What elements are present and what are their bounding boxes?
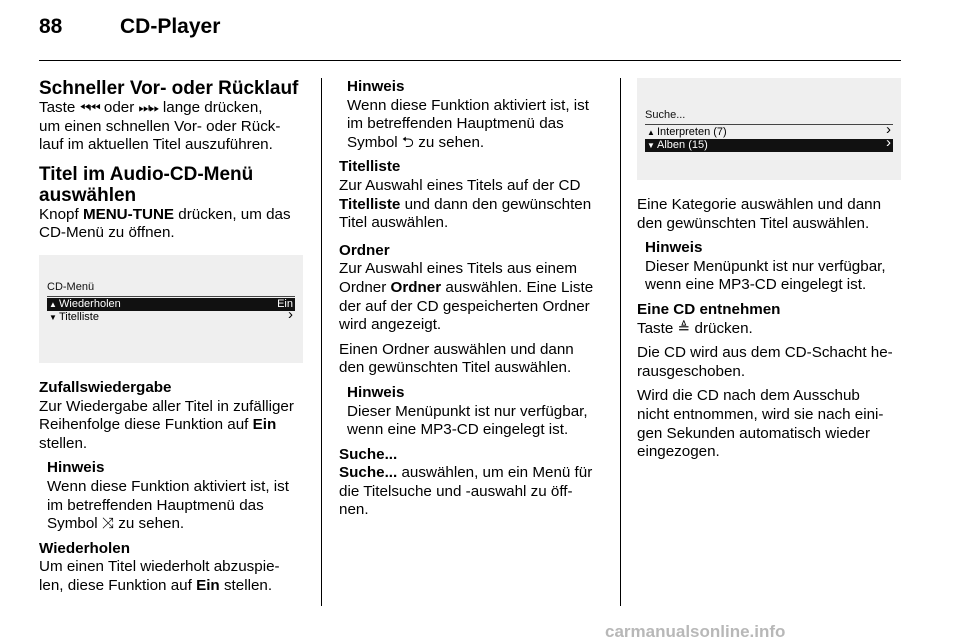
arrow-down-icon: ▼ (49, 312, 57, 322)
fast-forward-icon: ⏭︎⏩︎ (138, 100, 159, 115)
column-2 (339, 78, 609, 520)
eject3-line-1: Wird die CD nach dem Ausschub (637, 387, 860, 405)
eject-icon: ≜ (677, 319, 691, 337)
menu-tune-label: MENU-TUNE (82, 205, 175, 223)
search-line-2: die Titelsuche und -auswahl zu öff- (339, 482, 573, 500)
heading-menu-2: auswählen (39, 184, 137, 206)
shuffle-line-1: Zur Wiedergabe aller Titel in zufälliger (39, 397, 294, 415)
folder2-line-2: den gewünschten Titel auswählen. (339, 359, 572, 377)
heading-menu-1: Titel im Audio-CD-Menü (39, 163, 254, 185)
category-line-1: Eine Kategorie auswählen und dann (637, 196, 882, 213)
column-1 (39, 78, 309, 596)
search-menu-screen (637, 78, 901, 180)
header-rule (39, 60, 901, 61)
repeat-line-2: len, diese Funktion auf Ein stellen. (39, 576, 273, 594)
arrow-up-icon: ▲ (647, 128, 655, 137)
eject2-line-2: rausgeschoben. (637, 362, 746, 380)
repeat-icon: ⮌ (401, 133, 415, 151)
folder-line-4: wird angezeigt. (339, 316, 442, 334)
eject3-line-2: nicht entnommen, wird sie nach eini- (637, 405, 884, 423)
folder-line-3: der auf der CD gespeicherten Ordner (339, 297, 590, 315)
shuffle-line-3: stellen. (39, 434, 88, 452)
screen-title: CD-Menü (47, 280, 95, 293)
chevron-right-icon: › (886, 121, 891, 138)
skip-line-2: um einen schnellen Vor- oder Rück- (39, 117, 281, 135)
search-line-3: nen. (339, 501, 369, 519)
note-category: Hinweis Dieser Menüpunkt ist nur verfügbar, wenn eine MP3-CD eingelegt ist. (645, 239, 886, 294)
column-divider-1 (321, 78, 322, 606)
arrow-down-icon: ▼ (647, 141, 655, 150)
tracklist-line-2: Titelliste und dann den gewünschten (339, 195, 592, 213)
note-repeat: Hinweis Wenn diese Funktion aktiviert ist, ist im betreffenden Hauptmenü das Symbol ⮌ zu sehen. (347, 78, 589, 151)
heading-search: Suche... (339, 445, 398, 463)
screen-row-repeat[interactable]: ▲ Wiederholen Ein (47, 298, 295, 311)
skip-line-3: lauf im aktuellen Titel auszuführen. (39, 136, 273, 154)
note-folder: Hinweis Dieser Menüpunkt ist nur verfügbar, wenn eine MP3-CD eingelegt ist. (347, 383, 588, 439)
arrow-up-icon: ▲ (49, 299, 57, 309)
page-title: CD-Player (120, 15, 221, 38)
heading-skip: Schneller Vor- oder Rücklauf (39, 78, 299, 99)
category-line-2: den gewünschten Titel auswählen. (637, 214, 870, 232)
shuffle-icon: ⤨ (101, 515, 115, 533)
shuffle-line-2: Reihenfolge diese Funktion auf Ein (39, 416, 277, 434)
watermark: carmanualsonline.info (605, 622, 786, 641)
search-line-1: Suche... auswählen, um ein Menü für (339, 464, 593, 482)
folder-line-1: Zur Auswahl eines Titels aus einem (339, 260, 578, 278)
screen-row-albums[interactable]: ▼ Alben (15) › (645, 139, 893, 152)
eject3-line-4: eingezogen. (637, 443, 720, 461)
eject2-line-1: Die CD wird aus dem CD-Schacht he- (637, 344, 893, 362)
cd-menu-screen (39, 255, 303, 363)
menu-line-1: Knopf MENU-TUNE drücken, um das (39, 205, 291, 223)
column-3 (637, 78, 901, 462)
tracklist-line-1: Zur Auswahl eines Titels auf der CD (339, 176, 581, 194)
heading-tracklist: Titelliste (339, 158, 401, 176)
repeat-line-1: Um einen Titel wiederholt abzuspie- (39, 558, 280, 576)
heading-shuffle: Zufallswiedergabe (39, 378, 172, 396)
heading-folder: Ordner (339, 241, 390, 259)
chevron-right-icon: › (886, 134, 891, 151)
eject-line-1: Taste ≜ drücken. (637, 319, 753, 337)
eject3-line-3: gen Sekunden automatisch wieder (637, 424, 871, 442)
tracklist-line-3: Titel auswählen. (339, 214, 449, 232)
note-shuffle: Hinweis Wenn diese Funktion aktiviert ist, ist im betreffenden Hauptmenü das Symbol ⤨ zu sehen. (47, 459, 289, 533)
page-number: 88 (39, 15, 63, 38)
menu-line-2: CD-Menü zu öffnen. (39, 224, 175, 242)
folder-line-2: Ordner Ordner auswählen. Eine Liste (339, 278, 594, 296)
skip-line-1: Taste ⏪︎⏮︎ oder ⏭︎⏩︎ lange drücken, (39, 99, 263, 116)
screen-row-tracklist[interactable]: ▼ Titelliste › (47, 311, 295, 324)
screen-title: Suche... (645, 109, 686, 121)
column-divider-2 (620, 78, 621, 606)
heading-eject: Eine CD entnehmen (637, 300, 781, 318)
heading-repeat: Wiederholen (39, 539, 130, 557)
rewind-icon: ⏪︎⏮︎ (79, 100, 100, 115)
folder2-line-1: Einen Ordner auswählen und dann (339, 340, 574, 358)
screen-row-artists[interactable]: ▲ Interpreten (7) › (645, 126, 893, 139)
chevron-right-icon: › (288, 305, 293, 323)
